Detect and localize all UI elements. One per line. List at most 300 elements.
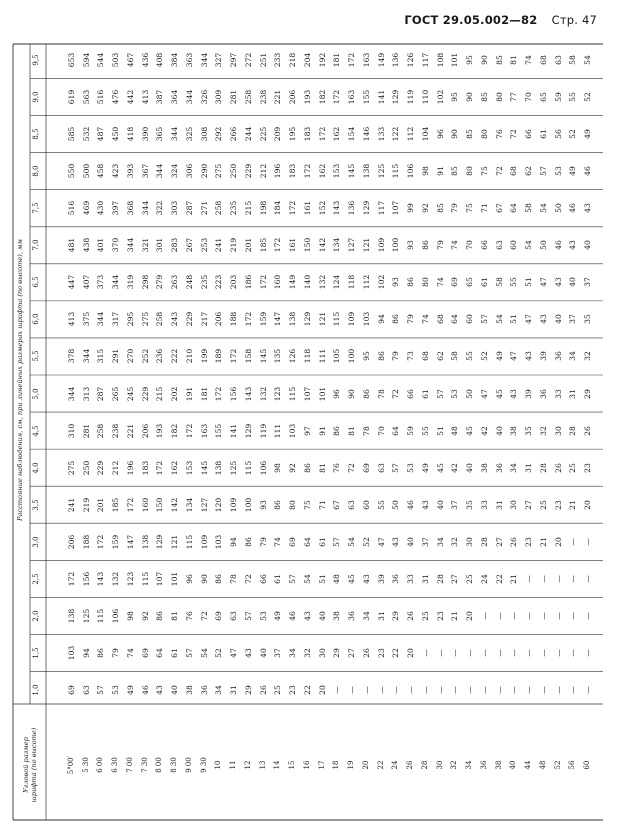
table-cell: 31: [421, 573, 431, 584]
table-cell: —: [538, 575, 548, 583]
table-cell: 31: [568, 388, 578, 399]
table-cell: 185: [111, 497, 121, 512]
table-cell: 292: [214, 126, 224, 142]
table-cell: 92: [288, 462, 298, 473]
table-cell: 45: [435, 462, 445, 473]
table-cell: 35: [583, 314, 593, 325]
table-cell: 54: [347, 536, 357, 547]
angle-label: 32: [450, 760, 459, 770]
table-cell: 516: [67, 200, 77, 216]
table-cell: 29: [391, 611, 401, 621]
table-cell: 76: [332, 462, 342, 473]
table-cell: 36: [199, 685, 209, 695]
table-cell: 37: [568, 314, 578, 325]
table-cell: 154: [347, 126, 357, 142]
angle-label: 60: [583, 760, 592, 770]
table-cell: 204: [303, 52, 313, 68]
table-cell: 143: [244, 386, 254, 401]
table-cell: 57: [185, 648, 195, 658]
table-cell: 86: [96, 648, 106, 658]
table-cell: 111: [317, 349, 327, 364]
table-cell: 22: [494, 573, 504, 584]
table-cell: 85: [480, 92, 489, 102]
table-cell: 72: [347, 462, 357, 473]
table-cell: 85: [435, 203, 445, 214]
table-cell: 53: [258, 611, 268, 621]
angle-label: 28: [421, 760, 430, 770]
table-cell: 80: [421, 277, 431, 288]
table-cell: 106: [406, 163, 416, 179]
table-cell: 129: [362, 200, 372, 216]
table-cell: 40: [258, 648, 268, 658]
table-cell: 39: [376, 573, 386, 584]
table-cell: 81: [317, 462, 327, 473]
table-cell: 138: [140, 534, 150, 549]
table-cell: 58: [450, 351, 460, 362]
angle-label: 52: [553, 760, 562, 770]
table-cell: 119: [258, 423, 268, 438]
table-cell: 172: [185, 423, 195, 438]
table-cell: 401: [96, 238, 106, 253]
table-cell: 181: [332, 52, 342, 68]
table-cell: 103: [288, 423, 298, 438]
table-cell: 58: [568, 55, 578, 65]
column-header-9-5: 9,5: [32, 54, 41, 66]
table-cell: 53: [111, 685, 121, 695]
table-cell: 55: [568, 92, 578, 102]
table-cell: 40: [170, 685, 180, 695]
table-cell: 23: [288, 685, 298, 695]
table-cell: 281: [229, 89, 239, 105]
table-cell: 47: [509, 351, 519, 362]
table-cell: 52: [214, 648, 224, 658]
angle-label: 22: [376, 760, 385, 770]
table-cell: 147: [126, 534, 136, 549]
table-cell: 79: [406, 314, 416, 325]
table-cell: 55: [509, 277, 519, 288]
table-cell: 149: [376, 52, 386, 68]
table-cell: 210: [185, 349, 195, 364]
table-cell: 325: [185, 126, 195, 142]
column-header-4-5: 4,5: [32, 425, 41, 437]
table-cell: 43: [538, 314, 548, 325]
table-cell: 43: [553, 277, 563, 288]
angle-label: 5°00′: [67, 755, 76, 775]
table-cell: 34: [288, 648, 298, 658]
angle-label: 19: [347, 760, 356, 770]
table-cell: 317: [111, 312, 121, 327]
table-cell: 96: [435, 129, 445, 139]
table-cell: 57: [332, 536, 342, 547]
table-cell: 25: [538, 499, 548, 510]
table-cell: 129: [155, 534, 165, 549]
table-cell: 29: [332, 648, 342, 658]
table-cell: 79: [450, 203, 460, 214]
table-cell: 86: [421, 240, 431, 251]
table-cell: 344: [96, 312, 106, 327]
table-cell: 115: [140, 571, 150, 587]
table-cell: 90: [347, 388, 357, 399]
column-header-8-0: 8,0: [32, 165, 41, 177]
table-cell: 163: [347, 89, 357, 105]
angle-label: 38: [494, 760, 503, 770]
table-cell: 43: [244, 648, 254, 658]
table-cell: 61: [480, 277, 489, 288]
table-cell: 36: [538, 388, 548, 399]
table-cell: 40: [583, 240, 593, 251]
table-cell: 86: [391, 314, 401, 325]
table-cell: 54: [494, 314, 504, 325]
table-cell: 40: [494, 425, 504, 436]
table-cell: 344: [170, 126, 180, 142]
table-cell: 32: [303, 648, 313, 658]
table-cell: 193: [303, 89, 313, 105]
table-cell: 21: [568, 499, 578, 510]
table-cell: 101: [317, 386, 327, 401]
table-cell: 63: [81, 685, 91, 695]
table-cell: 98: [421, 166, 431, 177]
table-cell: 189: [214, 349, 224, 364]
table-cell: 275: [67, 460, 77, 475]
table-cell: 153: [185, 460, 195, 475]
table-cell: 51: [524, 277, 534, 288]
table-cell: 161: [303, 200, 313, 216]
table-cell: 390: [140, 126, 150, 142]
table-cell: 112: [406, 126, 416, 142]
table-cell: 516: [96, 89, 106, 105]
table-cell: —: [583, 612, 593, 620]
table-cell: 217: [199, 312, 209, 327]
table-cell: 413: [67, 312, 77, 327]
table-cell: 221: [126, 423, 136, 438]
table-cell: 469: [81, 200, 91, 216]
table-cell: 24: [480, 573, 489, 584]
table-cell: 30: [553, 425, 563, 436]
table-cell: 91: [435, 166, 445, 177]
table-cell: 85: [450, 166, 460, 177]
table-cell: —: [553, 686, 563, 694]
table-cell: 458: [96, 163, 106, 179]
table-cell: 80: [494, 92, 504, 102]
table-cell: 45: [494, 388, 504, 399]
table-cell: 550: [67, 163, 77, 179]
angle-label: 9 30: [199, 757, 208, 773]
table-cell: 158: [244, 349, 254, 364]
table-cell: 243: [170, 312, 180, 327]
table-cell: —: [332, 686, 342, 694]
table-cell: 127: [347, 238, 357, 253]
table-cell: 125: [81, 608, 91, 624]
table-cell: 109: [376, 238, 386, 253]
table-cell: 39: [538, 351, 548, 362]
page-number: Стр. 47: [551, 13, 597, 27]
table-cell: 408: [155, 52, 165, 68]
table-cell: 46: [288, 611, 298, 621]
table-cell: 25: [568, 462, 578, 473]
table-cell: 37: [583, 277, 593, 288]
table-cell: 72: [244, 573, 254, 584]
table-cell: 54: [199, 648, 209, 658]
table-cell: 123: [126, 571, 136, 587]
table-cell: 85: [465, 129, 475, 139]
table-cell: 40: [465, 462, 475, 473]
table-cell: 181: [199, 386, 209, 401]
table-cell: 38: [480, 462, 489, 473]
table-cell: 364: [170, 89, 180, 105]
table-cell: 79: [258, 536, 268, 547]
table-cell: 39: [524, 388, 534, 399]
angle-label: 7 00: [126, 757, 135, 773]
table-cell: 172: [96, 534, 106, 549]
column-header-7-0: 7,0: [32, 239, 41, 251]
table-cell: 145: [199, 460, 209, 475]
table-cell: 40: [435, 499, 445, 510]
table-cell: —: [524, 649, 534, 657]
table-cell: 115: [244, 460, 254, 475]
table-cell: 532: [81, 126, 91, 142]
table-cell: 118: [347, 275, 357, 290]
table-cell: 63: [229, 611, 239, 621]
table-cell: 65: [538, 92, 548, 102]
table-cell: 74: [273, 536, 283, 547]
table-cell: 188: [229, 312, 239, 327]
table-cell: 45: [465, 425, 475, 436]
table-cell: 40: [317, 611, 327, 621]
table-cell: 134: [185, 497, 195, 512]
table-cell: 119: [406, 89, 416, 105]
table-cell: 303: [170, 200, 180, 216]
table-cell: 70: [465, 240, 475, 251]
table-cell: 60: [362, 499, 372, 510]
angle-label: 17: [317, 760, 326, 770]
table-cell: 69: [140, 648, 150, 658]
table-cell: 46: [406, 499, 416, 510]
table-cell: 43: [155, 685, 165, 695]
table-cell: 45: [347, 573, 357, 584]
table-cell: 27: [494, 536, 504, 547]
table-cell: 79: [111, 648, 121, 658]
table-cell: 71: [480, 203, 489, 214]
table-cell: 53: [406, 462, 416, 473]
table-cell: 315: [96, 349, 106, 364]
column-header-5-0: 5,0: [32, 387, 41, 400]
table-cell: 344: [185, 89, 195, 105]
table-cell: 162: [332, 126, 342, 142]
table-cell: 50: [553, 203, 563, 214]
table-cell: 172: [332, 89, 342, 105]
table-cell: —: [494, 649, 504, 657]
table-cell: —: [538, 686, 548, 694]
table-cell: 104: [421, 126, 431, 142]
table-cell: 132: [258, 386, 268, 401]
table-cell: 63: [376, 462, 386, 473]
table-cell: 236: [155, 349, 165, 364]
table-cell: 201: [96, 497, 106, 512]
table-cell: 61: [421, 388, 431, 399]
table-cell: —: [524, 686, 534, 694]
angle-label: 10: [214, 760, 223, 770]
table-cell: 191: [185, 386, 195, 401]
table-cell: 86: [155, 611, 165, 621]
table-cell: 107: [391, 200, 401, 216]
table-cell: 95: [450, 92, 460, 102]
table-cell: —: [406, 686, 416, 694]
table-cell: —: [538, 649, 548, 657]
table-cell: 57: [538, 166, 548, 177]
table-cell: 86: [362, 388, 372, 399]
angle-label: 5 30: [81, 757, 90, 773]
table-cell: 365: [155, 126, 165, 142]
table-cell: 107: [303, 386, 313, 401]
table-cell: 370: [111, 238, 121, 253]
table-cell: 66: [524, 129, 534, 139]
table-cell: 55: [421, 425, 431, 436]
table-cell: 287: [96, 386, 106, 401]
table-cell: 20: [553, 536, 563, 547]
table-cell: 267: [185, 238, 195, 253]
table-cell: 31: [494, 499, 504, 510]
standard-number: ГОСТ 29.05.002—82: [404, 13, 538, 27]
table-cell: 301: [155, 238, 165, 253]
table-cell: 163: [199, 423, 209, 438]
table-cell: 275: [214, 163, 224, 179]
angle-label: 18: [332, 760, 341, 770]
table-cell: 36: [494, 462, 504, 473]
table-cell: 33: [553, 388, 563, 399]
table-cell: 91: [317, 425, 327, 436]
table-cell: 47: [229, 648, 239, 658]
angle-label: 15: [288, 760, 297, 770]
table-cell: 20: [583, 499, 593, 510]
table-cell: 21: [450, 611, 460, 621]
table-cell: 34: [509, 462, 519, 473]
table-cell: 585: [67, 126, 77, 142]
table-cell: 229: [140, 386, 150, 401]
table-cell: 20: [406, 648, 416, 658]
table-cell: 202: [170, 386, 180, 401]
table-cell: 218: [288, 52, 298, 68]
table-cell: 64: [450, 314, 460, 325]
table-cell: 283: [170, 238, 180, 253]
table-cell: 64: [391, 425, 401, 436]
table-cell: —: [568, 649, 578, 657]
table-cell: 101: [170, 571, 180, 587]
table-cell: 544: [96, 52, 106, 68]
table-cell: 32: [450, 536, 460, 547]
table-cell: 69: [214, 611, 224, 621]
table-cell: 50: [465, 388, 475, 399]
table-cell: 245: [126, 386, 136, 401]
table-cell: 290: [199, 163, 209, 179]
table-cell: 265: [111, 386, 121, 401]
table-cell: 275: [140, 312, 150, 327]
table-cell: 212: [258, 163, 268, 179]
table-cell: 96: [332, 388, 342, 399]
table-cell: —: [509, 649, 519, 657]
table-cell: 407: [81, 275, 91, 290]
table-cell: 43: [524, 351, 534, 362]
table-cell: 72: [391, 388, 401, 399]
angle-label: 9 00: [185, 757, 194, 773]
table-cell: 258: [96, 423, 106, 438]
table-cell: 172: [303, 163, 313, 179]
table-cell: 61: [273, 573, 283, 584]
table-cell: 241: [214, 238, 224, 253]
table-cell: 375: [81, 312, 91, 327]
angle-label: 26: [406, 760, 415, 770]
table-cell: 94: [81, 648, 91, 658]
table-cell: —: [435, 686, 445, 694]
table-cell: 447: [67, 275, 77, 290]
table-cell: 66: [406, 388, 416, 399]
table-cell: 26: [583, 425, 593, 436]
table-cell: 61: [317, 536, 327, 547]
table-cell: 63: [347, 499, 357, 510]
table-cell: 71: [317, 499, 327, 510]
table-cell: 272: [244, 52, 254, 68]
table-cell: 21: [538, 536, 548, 547]
table-cell: 430: [96, 200, 106, 216]
table-cell: 22: [391, 648, 401, 658]
table-cell: 49: [568, 166, 578, 177]
table-cell: 121: [170, 534, 180, 549]
table-cell: 86: [406, 277, 416, 288]
table-cell: 138: [288, 312, 298, 327]
table-cell: 172: [244, 312, 254, 327]
table-cell: 344: [111, 275, 121, 290]
table-cell: 363: [185, 52, 195, 68]
table-cell: 295: [126, 312, 136, 327]
table-cell: 54: [303, 573, 313, 584]
table-cell: 423: [111, 163, 121, 179]
table-cell: 266: [229, 126, 239, 142]
table-cell: 34: [568, 351, 578, 362]
table-cell: 162: [170, 460, 180, 475]
table-cell: 309: [214, 89, 224, 105]
table-cell: 384: [170, 52, 180, 68]
table-cell: 155: [214, 423, 224, 438]
table-cell: 172: [258, 275, 268, 290]
table-cell: 206: [67, 534, 77, 549]
table-cell: 25: [421, 611, 431, 621]
table-cell: 29: [583, 388, 593, 399]
table-cell: —: [421, 649, 431, 657]
table-cell: 125: [229, 460, 239, 475]
table-cell: 143: [332, 200, 342, 216]
table-cell: 196: [273, 163, 283, 179]
table-cell: 138: [67, 608, 77, 624]
table-cell: 21: [509, 573, 519, 584]
table-cell: 30: [317, 648, 327, 658]
table-cell: 75: [480, 166, 489, 177]
table-cell: 373: [96, 275, 106, 290]
table-cell: 225: [258, 126, 268, 142]
table-cell: 66: [480, 240, 489, 251]
table-cell: 69: [450, 277, 460, 288]
table-cell: 258: [244, 89, 254, 105]
table-cell: 51: [317, 573, 327, 584]
table-cell: 183: [140, 460, 150, 475]
table-cell: 123: [273, 386, 283, 401]
angle-label: 7 30: [140, 757, 149, 773]
angle-label: 34: [465, 760, 474, 770]
table-cell: 95: [465, 55, 475, 65]
table-cell: 481: [67, 238, 77, 253]
table-cell: 100: [244, 497, 254, 512]
table-cell: 50: [391, 499, 401, 510]
table-cell: 251: [258, 52, 268, 68]
table-cell: 35: [524, 425, 534, 436]
